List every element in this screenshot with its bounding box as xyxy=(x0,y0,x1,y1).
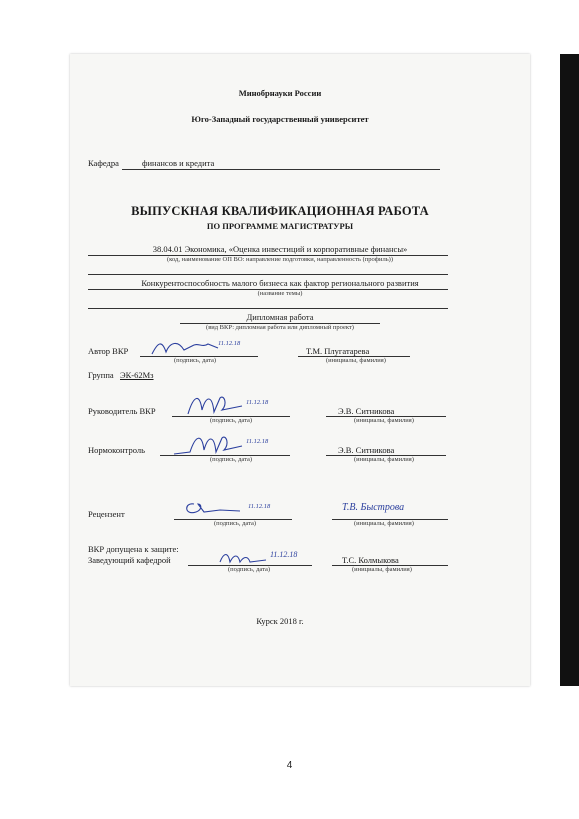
program-value: 38.04.01 Экономика, «Оценка инвестиций и корпоративные финансы» xyxy=(152,244,408,254)
document-subtitle: ПО ПРОГРАММЕ МАГИСТРАТУРЫ xyxy=(206,221,354,231)
normcontrol-name-caption: (инициалы, фамилия) xyxy=(354,456,414,463)
author-name: Т.М. Плугатарева xyxy=(306,346,370,356)
normcontrol-sig-caption: (подпись, дата) xyxy=(210,456,253,463)
reviewer-label: Рецензент xyxy=(88,509,125,519)
ministry-name: Минобрнауки России xyxy=(238,88,322,98)
department-label: Кафедра xyxy=(88,158,119,168)
document-title: ВЫПУСКНАЯ КВАЛИФИКАЦИОННАЯ РАБОТА xyxy=(131,204,429,218)
topic-caption: (название темы) xyxy=(257,290,303,297)
supervisor-date: 11.12.18 xyxy=(246,399,269,406)
reviewer-sig-caption: (подпись, дата) xyxy=(214,520,257,527)
topic-extra-line xyxy=(88,308,448,309)
supervisor-name: Э.В. Ситникова xyxy=(338,406,395,416)
admission-label: Заведующий кафедрой xyxy=(88,555,171,565)
group-value: ЭК-62Мз xyxy=(120,370,154,380)
page-number: 4 xyxy=(286,760,293,771)
university-name: Юго-Западный государственный университет xyxy=(191,114,369,124)
work-type-caption: (вид ВКР: дипломная работа или дипломный проект) xyxy=(206,324,354,331)
author-sig-caption: (подпись, дата) xyxy=(174,357,217,364)
program-extra-line xyxy=(88,274,448,275)
admission-name: Т.С. Колмыкова xyxy=(342,555,399,565)
author-label: Автор ВКР xyxy=(88,346,129,356)
admission-date: 11.12.18 xyxy=(270,550,298,559)
department-value: финансов и кредита xyxy=(142,158,215,168)
normcontrol-name: Э.В. Ситникова xyxy=(338,445,395,455)
normcontrol-date: 11.12.18 xyxy=(246,438,269,445)
normcontrol-label: Нормоконтроль xyxy=(88,445,145,455)
supervisor-sig-caption: (подпись, дата) xyxy=(210,417,253,424)
admission-name-caption: (инициалы, фамилия) xyxy=(352,566,412,573)
author-name-caption: (инициалы, фамилия) xyxy=(326,357,386,364)
topic-value: Конкурентоспособность малого бизнеса как фактор регионального развития xyxy=(141,278,419,288)
city-year: Курск 2018 г. xyxy=(256,616,304,626)
work-type-value: Дипломная работа xyxy=(246,312,314,322)
department-line xyxy=(122,169,440,170)
reviewer-name-caption: (инициалы, фамилия) xyxy=(354,520,414,527)
reviewer-date: 11.12.18 xyxy=(248,503,271,510)
binding-strip xyxy=(560,54,579,686)
scanned-title-page xyxy=(70,54,530,686)
reviewer-name: Т.В. Быстрова xyxy=(342,502,405,513)
author-date: 11.12.18 xyxy=(218,340,241,347)
group-label: Группа xyxy=(88,370,114,380)
program-caption: (код, наименование ОП ВО: направление подготовки, направленность (профиль)) xyxy=(167,256,393,263)
supervisor-name-caption: (инициалы, фамилия) xyxy=(354,417,414,424)
supervisor-label: Руководитель ВКР xyxy=(88,406,156,416)
admission-line1: ВКР допущена к защите: xyxy=(88,544,179,554)
admission-sig-caption: (подпись, дата) xyxy=(228,566,271,573)
